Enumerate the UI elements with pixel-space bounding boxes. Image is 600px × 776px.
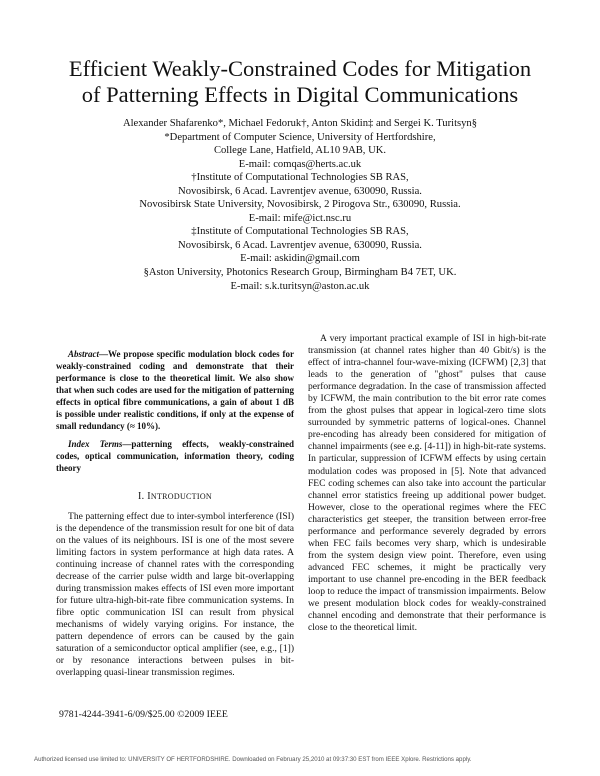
section-number: I. bbox=[138, 490, 145, 502]
section-title-first: I bbox=[147, 490, 151, 502]
index-terms-text: —patterning effects, weakly-constrained codes, optical communication, information theory, coding theory bbox=[56, 438, 294, 473]
right-column bbox=[308, 333, 546, 634]
affiliation-line: *Department of Computer Science, University of Hertfordshire, bbox=[164, 131, 436, 143]
affiliation-line: †Institute of Computational Technologies SB RAS, bbox=[191, 172, 409, 184]
author-email: E-mail: comqas@herts.ac.uk bbox=[238, 158, 362, 170]
affiliation-line: Novosibirsk, 6 Acad. Lavrentjev avenue, 630090, Russia. bbox=[178, 239, 422, 251]
intro-paragraph: The patterning effect due to inter-symbol interference (ISI) is the dependence of the transmission result for one bit of data on the values of its neighbours. ISI is one of the most severe limiting factors in system performance at high data rates. A continuing increase of channel rates with the corresponding decrease of the carrier pulse width and large bit-overlapping during transmission makes effects of ISI even more important for future ultra-high-bit-rate fibre communication systems. In fibre optic communication ISI can result from physical mechanisms of widely varying origins. For instance, the pattern dependence of errors can be caused by the gain saturation of a semiconductor optical amplifier (see, e.g., [1]) or by resonance interactions between pulses in bit-overlapping quasi-linear transmission regimes. bbox=[56, 510, 294, 679]
copyright-line: 9781-4244-3941-6/09/$25.00 ©2009 IEEE bbox=[59, 709, 228, 720]
license-footnote: Authorized licensed use limited to: UNIVERSITY OF HERTFORDSHIRE. Downloaded on February 25,2010 at 09:37:30 EST from IEEE Xplore. Restrictions apply. bbox=[34, 756, 472, 763]
author-email: E-mail: s.k.turitsyn@aston.ac.uk bbox=[230, 280, 370, 292]
affiliation-line: College Lane, Hatfield, AL10 9AB, UK. bbox=[213, 145, 387, 157]
section-title-rest: NTRODUCTION bbox=[150, 491, 212, 501]
title-line-2: of Patterning Effects in Digital Communications bbox=[81, 82, 519, 107]
title-line-1: Efficient Weakly-Constrained Codes for Mitigation bbox=[68, 56, 532, 81]
affiliation-line: §Aston University, Photonics Research Group, Birmingham B4 7ET, UK. bbox=[143, 267, 457, 279]
body-paragraph: A very important practical example of ISI in high-bit-rate transmission (at channel rates higher than 40 Gbit/s) is the effect of intra-channel four-wave-mixing (ICFWM) [2,3] that leads to the generation of "ghost" pulses that cause performance degradation. In the case of transmission affected by ICFWM, the main contribution to the bit error rate comes from the ghost pulses that appear in logical-zero time slots surrounded by symmetric patterns of logical-ones. Channel pre-encoding has already been considered for mitigation of channel impairments (see e.g. [4-11]) in high-bit-rate systems. In particular, suppression of ICFWM effects by using certain modulation codes was proposed in [5]. Note that advanced FEC coding schemes can also take into account the particular channel error statistics freeing up additional power budget. However, close to the operational regimes where the FEC characteristics get steeper, the transition between error-free performance and performance severely degraded by errors when FEC fails becomes very sharp, which is undesirable from the system design view point. Therefore, even using advanced FEC schemes, it might be practically very important to use channel pre-encoding in the BER feedback loop to reduce the impact of transmission impairments. Below we present modulation block codes for weakly-constrained channel encoding and demonstrate that their performance is close to the theoretical limit. bbox=[308, 333, 546, 634]
left-column bbox=[56, 349, 294, 679]
abstract-label: Abstract bbox=[68, 349, 100, 359]
abstract bbox=[56, 349, 294, 433]
paper-title bbox=[20, 56, 580, 108]
affiliation-line: ‡Institute of Computational Technologies SB RAS, bbox=[191, 226, 409, 238]
author-block bbox=[20, 117, 580, 293]
section-heading bbox=[56, 491, 294, 503]
author-names: Alexander Shafarenko*, Michael Fedoruk†, Anton Skidin‡ and Sergei K. Turitsyn§ bbox=[122, 118, 478, 129]
abstract-text: —We propose specific modulation block codes for weakly-constrained coding and demonstrate that their performance is close to the theoretical limit. We also show that when such codes are used for the mitigation of patterning effects in optical fibre communications, a gain of about 1 dB is possible under realistic conditions, if only at the expense of small redundancy (≈ 10%). bbox=[56, 349, 294, 431]
index-terms-label: Index Terms bbox=[68, 438, 123, 449]
index-terms bbox=[56, 439, 294, 475]
affiliation-line: Novosibirsk, 6 Acad. Lavrentjev avenue, 630090, Russia. bbox=[178, 185, 422, 197]
affiliation-line: Novosibirsk State University, Novosibirsk, 2 Pirogova Str., 630090, Russia. bbox=[139, 199, 461, 211]
author-email: E-mail: askidin@gmail.com bbox=[240, 253, 360, 265]
author-email: E-mail: mife@ict.nsc.ru bbox=[248, 212, 352, 224]
